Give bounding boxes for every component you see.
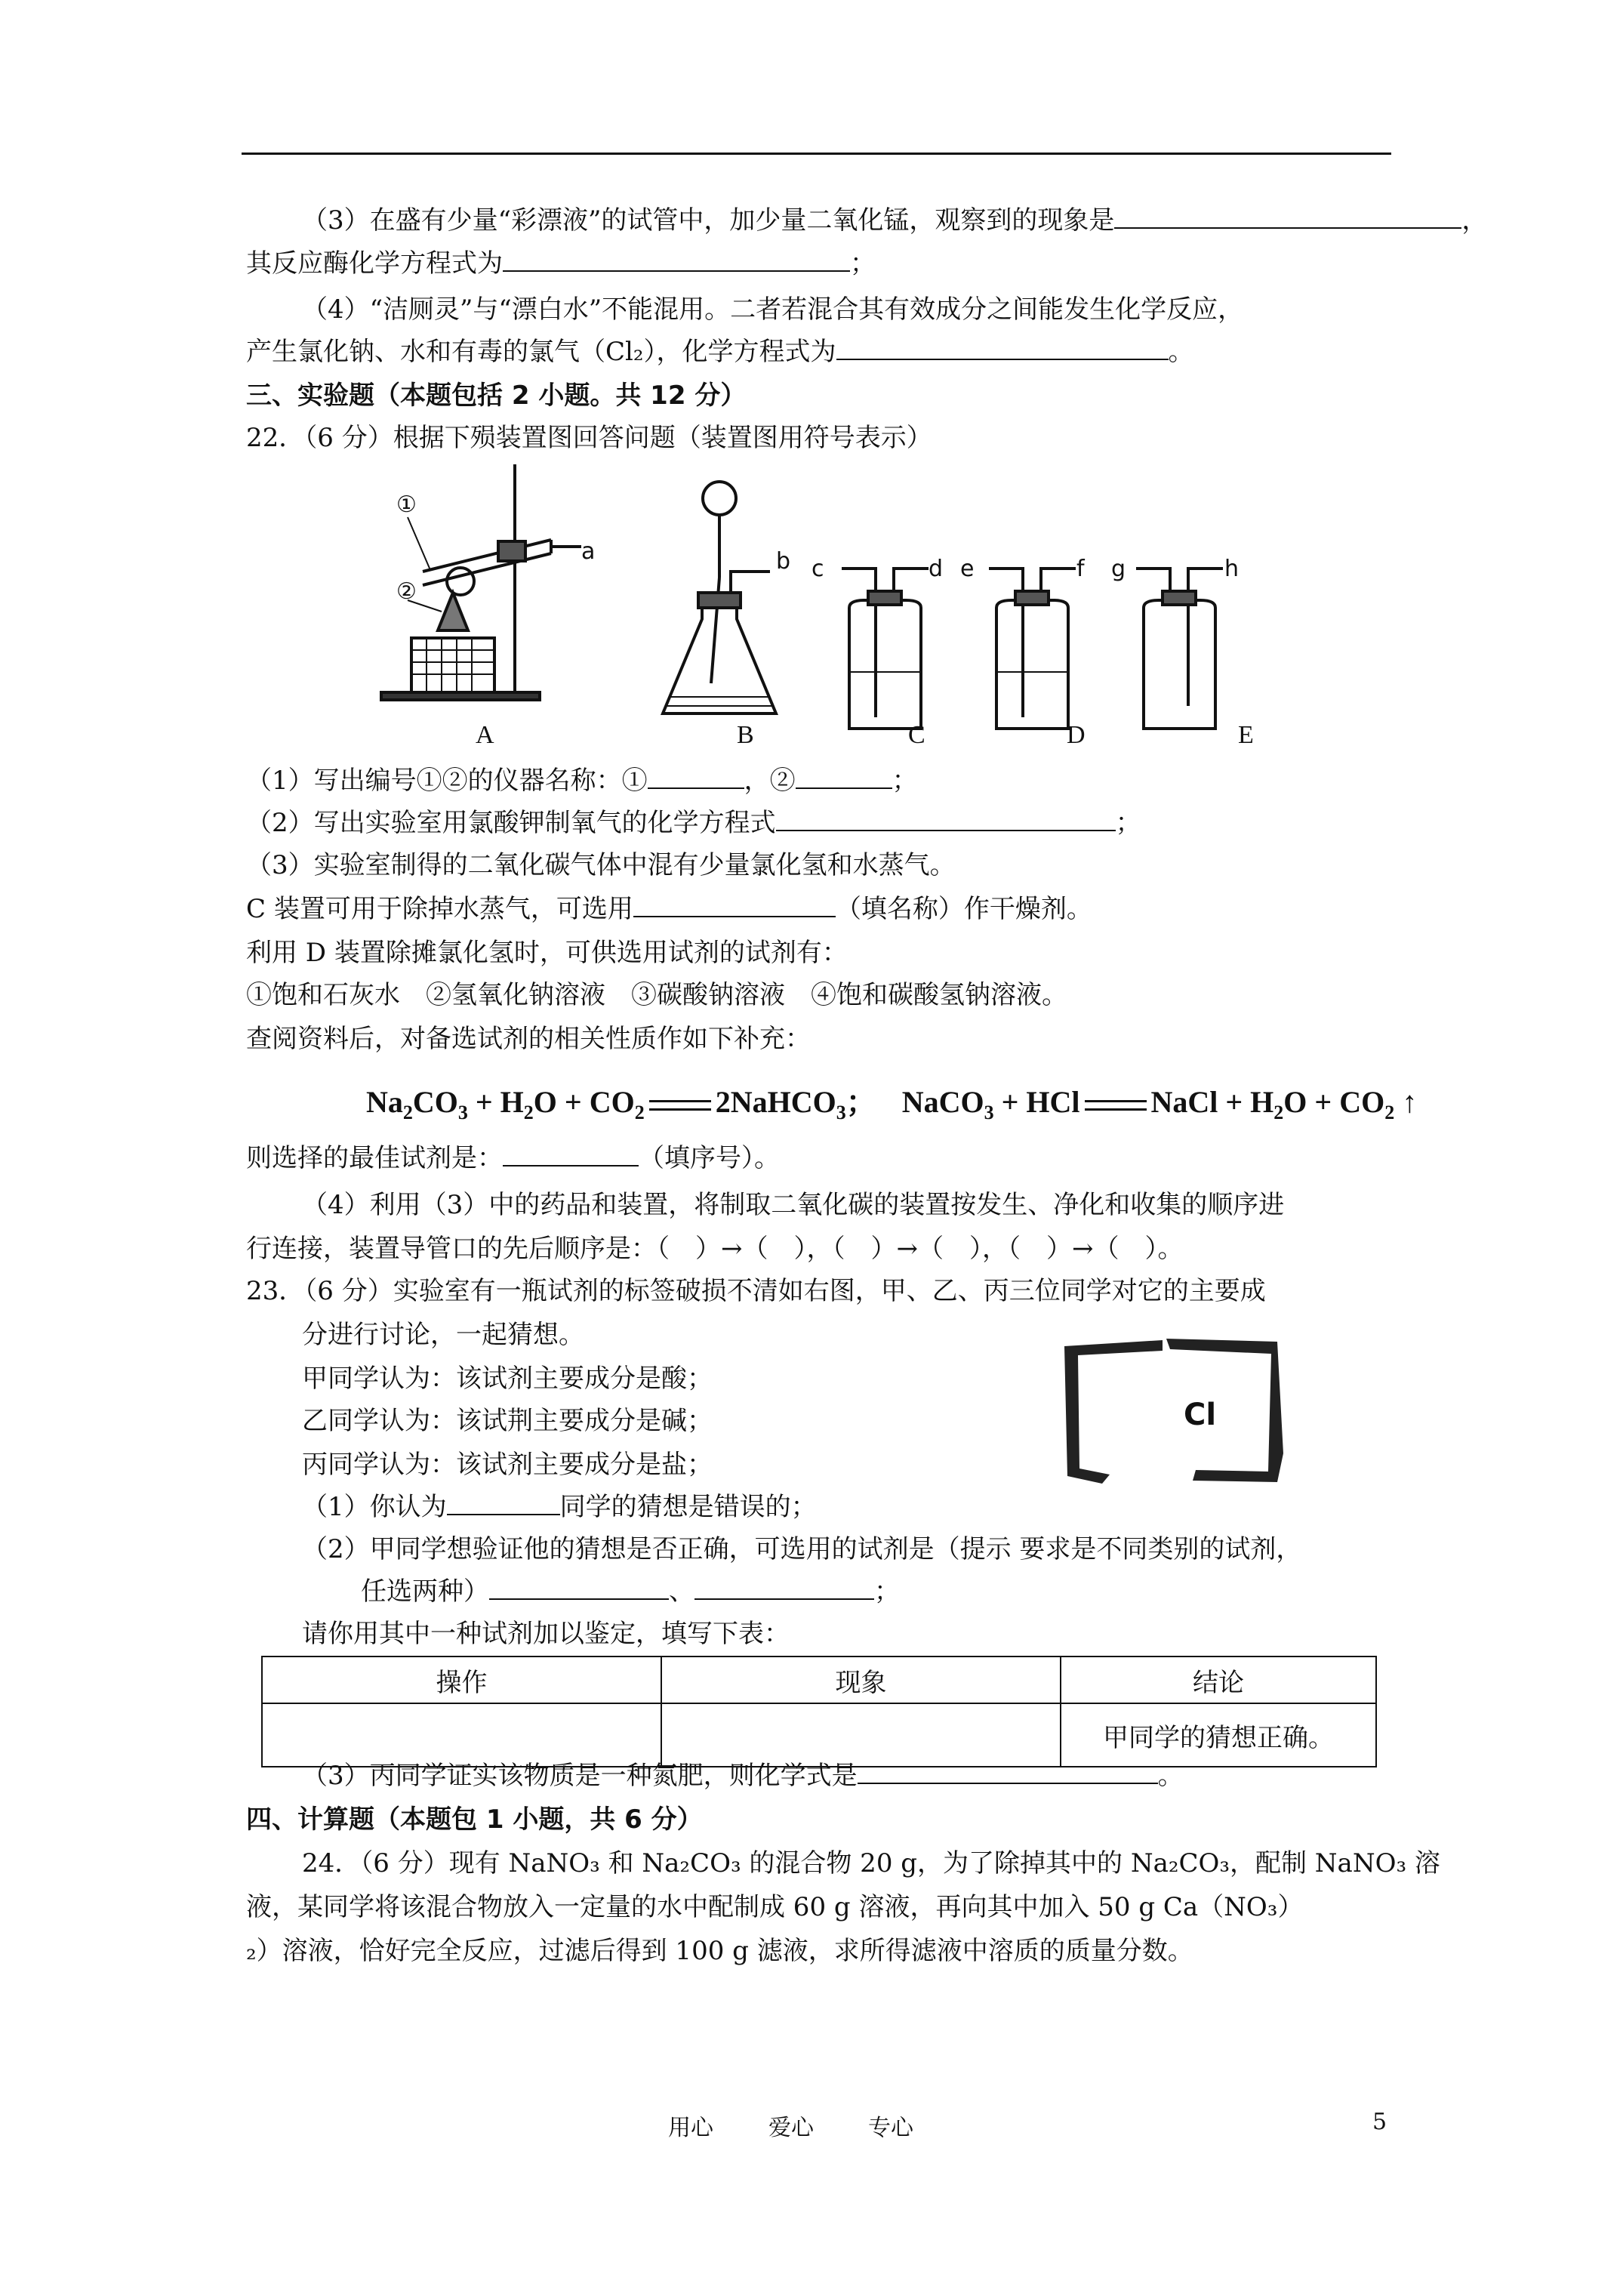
table-header: 操作 [262,1657,661,1703]
q22-p2-end: ； [1115,808,1141,838]
q22-p1-end: ； [892,766,918,796]
port-a: a [581,538,596,565]
eq-term: CO [412,1085,458,1119]
answer-blank[interactable] [1114,205,1461,229]
section4-title: 四、计算题（本题包 1 小题，共 6 分） [246,1804,703,1835]
eq-term: + HCl [993,1085,1080,1119]
table-cell-operation[interactable] [262,1703,661,1767]
q22-best-text: 则选择的最佳试剂是： [246,1143,503,1173]
q23-p1 [302,1490,817,1524]
section3-title: 三、实验题（本题包括 2 小题。共 12 分） [246,381,747,411]
footer-motto-2: 爱心 [768,2115,814,2141]
q4-line1: （4）“洁厕灵”与“漂白水”不能混用。二者若混合其有效成分之间能发生化学反应， [302,294,1244,325]
q22-p4: （4）利用（3）中的药品和装置，将制取二氧化碳的装置按发生、净化和收集的顺序进 [302,1190,1285,1220]
result-table [261,1656,1377,1767]
apparatus-C [842,569,929,729]
q22-options: ①饱和石灰水 ②氢氧化钠溶液 ③碳酸钠溶液 ④饱和碳酸氢钠溶液。 [246,980,1067,1010]
q4-text: 产生氯化钠、水和有毒的氯气（Cl₂），化学方程式为 [246,337,836,367]
answer-blank[interactable] [694,1576,874,1600]
q22-p3-c-text: C 装置可用于除掉水蒸气，可选用 [246,894,633,924]
apparatus-B [663,482,776,713]
q22-p4-2: 行连接，装置导管口的先后顺序是：（ ）→（ ），（ ）→（ ），（ ）→（ ）。 [246,1234,1184,1264]
table-cell-conclusion: 甲同学的猜想正确。 [1061,1703,1376,1767]
q4-line2 [246,335,1194,368]
q23-p2: （2）甲同学想验证他的猜想是否正确，可选用的试剂是（提示 要求是不同类别的试剂， [302,1534,1302,1564]
label-B: B [737,721,754,749]
eq-term: ↑ [1394,1085,1418,1119]
q23-jia: 甲同学认为：该试剂主要成分是酸； [302,1364,713,1394]
q23-p2-end: ； [874,1576,900,1607]
port-f: f [1076,556,1085,582]
q23-p2-2-text: 任选两种） [361,1576,489,1607]
header-rule [242,153,1391,155]
answer-blank[interactable] [776,807,1116,831]
port-h: h [1224,556,1240,582]
q3-punct: ， [1461,205,1488,236]
q22-p1 [246,764,918,797]
q3-text: （3）在盛有少量“彩漂液”的试管中，加少量二氧化锰，观察到的现象是 [302,205,1115,236]
eq-term: 2NaHCO [715,1085,836,1119]
chemical-equations [366,1078,1417,1124]
port-e: e [960,556,975,582]
table-header: 结论 [1061,1657,1376,1703]
footer-motto-3: 专心 [868,2115,913,2141]
eq-term: NaCO [901,1085,984,1119]
eq-term: Na [366,1085,403,1119]
q23-p2-2 [361,1575,900,1608]
apparatus-E [1136,569,1223,729]
label-C: C [908,721,925,749]
port-d: d [929,556,944,582]
page-number: 5 [1372,2109,1387,2135]
port-b: b [776,548,791,575]
q3-punct: ； [850,248,876,279]
q22-p1-text: （1）写出编号①②的仪器名称：① [246,766,648,796]
label-A: A [476,721,494,749]
eq-sub: 2 [1273,1102,1284,1123]
q23-p1-text: （1）你认为 [302,1492,447,1522]
footer-motto-1: 用心 [668,2115,713,2141]
marker-1: ① [396,492,417,518]
eq-term: O + CO [533,1085,635,1119]
answer-blank[interactable] [503,248,850,272]
q22-best [246,1142,780,1175]
q3-text: 其反应酶化学方程式为 [246,248,503,279]
q3-line1 [302,204,1487,237]
label-text: Cl [1184,1398,1217,1432]
q23-p3-text: （3）丙同学证实该物质是一种氮肥，则化学式是 [302,1761,858,1791]
q3-line2 [246,247,876,280]
q23-p2-sep: 、 [669,1576,694,1607]
eq-sub: 3 [457,1102,468,1123]
label-D: D [1067,721,1086,749]
table-cell-phenomenon[interactable] [661,1703,1061,1767]
q22-p3: （3）实验室制得的二氧化碳气体中混有少量氯化氢和水蒸气。 [246,850,956,880]
apparatus-D [989,569,1076,729]
q22-stem: 22．（6 分）根据下殒装置图回答问题（装置图用符号表示） [246,423,932,453]
eq-sub: 2 [634,1102,645,1123]
answer-blank[interactable] [858,1760,1158,1784]
answer-blank[interactable] [447,1491,560,1515]
apparatus-figure [347,457,1306,755]
q22-p3-d: 利用 D 装置除摊氯化氢时，可供选用试剂的试剂有： [246,938,848,968]
eq-sub: 3 [984,1102,994,1123]
torn-label-figure [1057,1333,1298,1499]
q23-yi: 乙同学认为：该试荆主要成分是碱； [302,1406,713,1436]
q22-supplement: 查阅资料后，对备选试剂的相关性质作如下补充： [246,1024,811,1054]
equals-sign [649,1100,711,1111]
port-c: c [812,556,824,582]
equals-sign [1085,1100,1147,1111]
q23-bing: 丙同学认为：该试剂主要成分是盐； [302,1450,713,1480]
port-g: g [1111,556,1126,582]
q23-p3 [302,1759,1184,1792]
q22-p2 [246,806,1141,840]
q22-best-end: （填序号）。 [639,1143,780,1173]
q22-p2-text: （2）写出实验室用氯酸钾制氧气的化学方程式 [246,808,776,838]
q23-stem: 23．（6 分）实验室有一瓶试剂的标签破损不清如右图，甲、乙、丙三位同学对它的主要成 [246,1276,1266,1306]
eq-term: + H [467,1085,524,1119]
table-header: 现象 [661,1657,1061,1703]
q24-line3: ₂）溶液，恰好完全反应，过滤后得到 100 g 滤液，求所得滤液中溶质的质量分数。 [246,1936,1193,1966]
eq-term: NaCl + H [1150,1085,1274,1119]
marker-2: ② [396,578,417,605]
answer-blank[interactable] [796,765,892,789]
answer-blank[interactable] [489,1576,669,1600]
eq-term: O + CO [1283,1085,1385,1119]
q22-p3-c [246,892,1092,926]
table-row [262,1703,1376,1767]
q23-stem2: 分进行讨论，一起猜想。 [302,1320,584,1350]
eq-sub: 3 [836,1102,846,1123]
eq-sub: 2 [402,1102,413,1123]
label-E: E [1238,721,1254,749]
q24-line1: 24．（6 分）现有 NaNO₃ 和 Na₂CO₃ 的混合物 20 g，为了除掉其中的 Na₂CO₃，配制 NaNO₃ 溶 [302,1848,1440,1878]
q4-punct: 。 [1168,337,1194,367]
answer-blank[interactable] [633,893,836,917]
eq-sub: 2 [523,1102,534,1123]
q23-table-intro: 请你用其中一种试剂加以鉴定，填写下表： [302,1619,790,1649]
q23-p3-end: 。 [1157,1761,1184,1791]
eq-sub: 2 [1384,1102,1395,1123]
answer-blank[interactable] [648,765,744,789]
table-header-row [262,1657,1376,1703]
answer-blank[interactable] [836,336,1169,360]
q23-p1-end: 同学的猜想是错误的； [559,1492,817,1522]
eq-term: ； [845,1085,876,1119]
q22-p1-mid: ，② [744,766,796,796]
answer-blank[interactable] [503,1142,639,1166]
q24-line2: 液，某同学将该混合物放入一定量的水中配制成 60 g 溶液，再向其中加入 50 g Ca（NO₃） [246,1892,1304,1922]
q22-p3-c-end: （填名称）作干燥剂。 [835,894,1092,924]
